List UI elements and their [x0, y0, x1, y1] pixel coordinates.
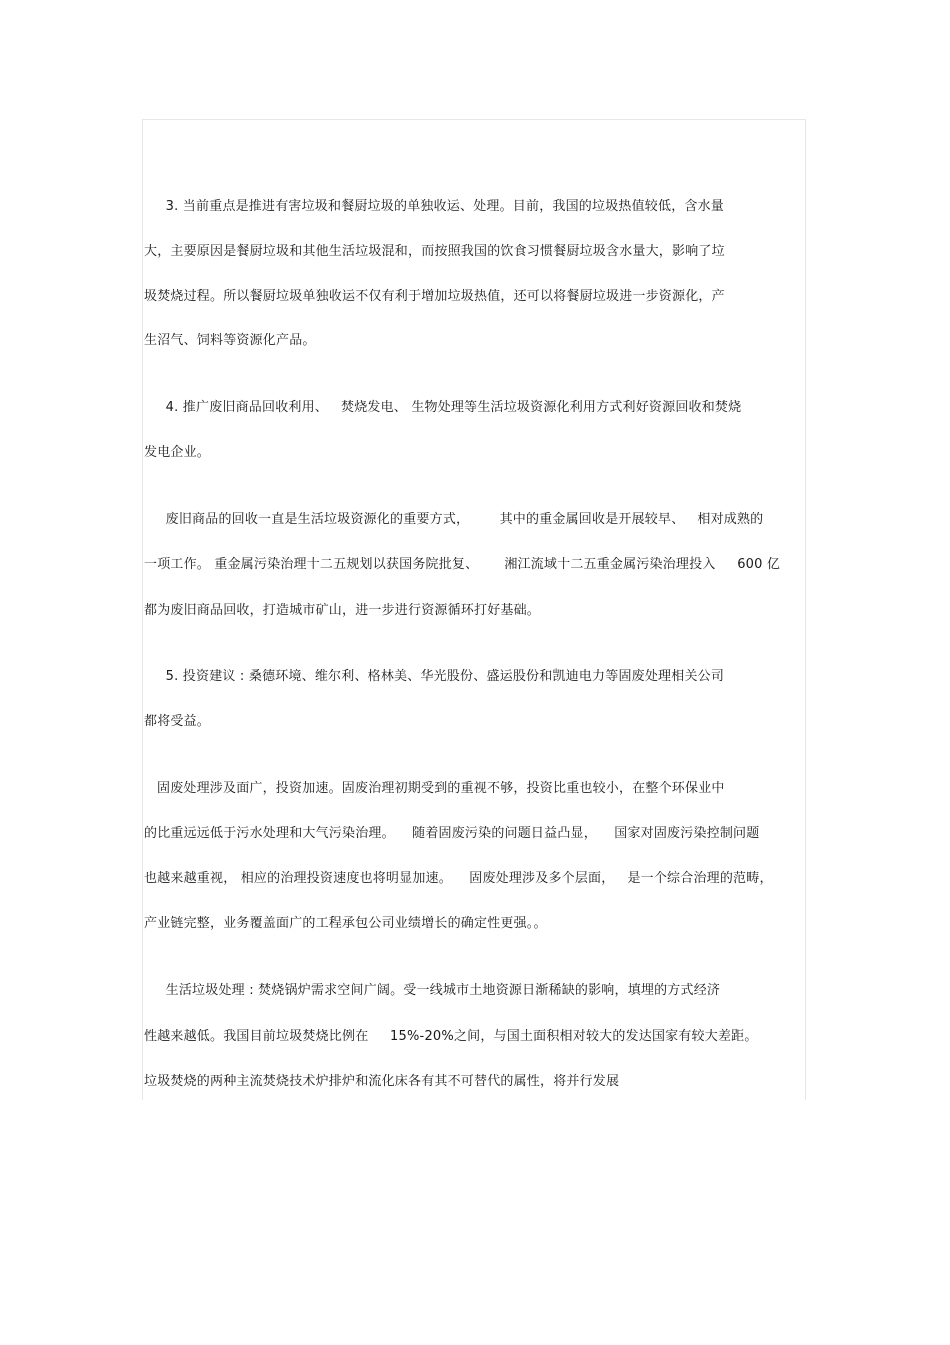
- paragraph-1-line-4: 生沼气、饲料等资源化产品。: [144, 333, 316, 348]
- paragraph-5-line-3: 也越来越重视， 相应的治理投资速度也将明显加速。 固废处理涉及多个层面， 是一个综合治理的范畴，: [144, 871, 773, 886]
- paragraph-1-line-3: 圾焚烧过程。所以餐厨垃圾单独收运不仅有利于增加垃圾热值，还可以将餐厨垃圾进一步资源化，产: [144, 289, 725, 304]
- paragraph-5-line-4: 产业链完整，业务覆盖面广的工程承包公司业绩增长的确定性更强。。: [144, 916, 547, 931]
- paragraph-5-line-1: 固废处理涉及面广，投资加速。固废治理初期受到的重视不够，投资比重也较小，在整个环保业中: [144, 781, 725, 796]
- paragraph-5-line-2: 的比重远远低于污水处理和大气污染治理。 随着固废污染的问题日益凸显， 国家对固废污染控制问题: [144, 826, 760, 841]
- paragraph-4-line-1: 5. 投资建议 : 桑德环境、维尔利、格林美、华光股份、盛运股份和凯迪电力等固废处理相关公司: [144, 669, 725, 684]
- paragraph-3-line-2: 一项工作。 重金属污染治理十二五规划以获国务院批复、 湘江流域十二五重金属污染治理投入 600 亿: [144, 557, 781, 572]
- paragraph-6-line-1: 生活垃圾处理 : 焚烧锅炉需求空间广阔。受一线城市土地资源日渐稀缺的影响，填埋的方式经济: [144, 983, 721, 998]
- paragraph-2-line-1: 4. 推广废旧商品回收利用、 焚烧发电、 生物处理等生活垃圾资源化利用方式利好资源回收和焚烧: [144, 400, 742, 415]
- paragraph-6-line-2: 性越来越低。我国目前垃圾焚烧比例在 15%-20%之间，与国土面积相对较大的发达国家有较大差距。: [144, 1029, 758, 1044]
- paragraph-3-line-1: 废旧商品的回收一直是生活垃圾资源化的重要方式， 其中的重金属回收是开展较早、 相对成熟的: [144, 512, 764, 527]
- paragraph-1-line-1: 3. 当前重点是推进有害垃圾和餐厨垃圾的单独收运、处理。目前，我国的垃圾热值较低，含水量: [144, 199, 724, 214]
- paragraph-2-line-2: 发电企业。: [144, 445, 211, 460]
- paragraph-6-line-3: 垃圾焚烧的两种主流焚烧技术炉排炉和流化床各有其不可替代的属性，将并行发展: [144, 1074, 620, 1089]
- paragraph-1-line-2: 大，主要原因是餐厨垃圾和其他生活垃圾混和，而按照我国的饮食习惯餐厨垃圾含水量大，影响了垃: [144, 244, 725, 259]
- paragraph-4-line-2: 都将受益。: [144, 714, 211, 729]
- paragraph-3-line-3: 都为废旧商品回收，打造城市矿山，进一步进行资源循环打好基础。: [144, 603, 541, 618]
